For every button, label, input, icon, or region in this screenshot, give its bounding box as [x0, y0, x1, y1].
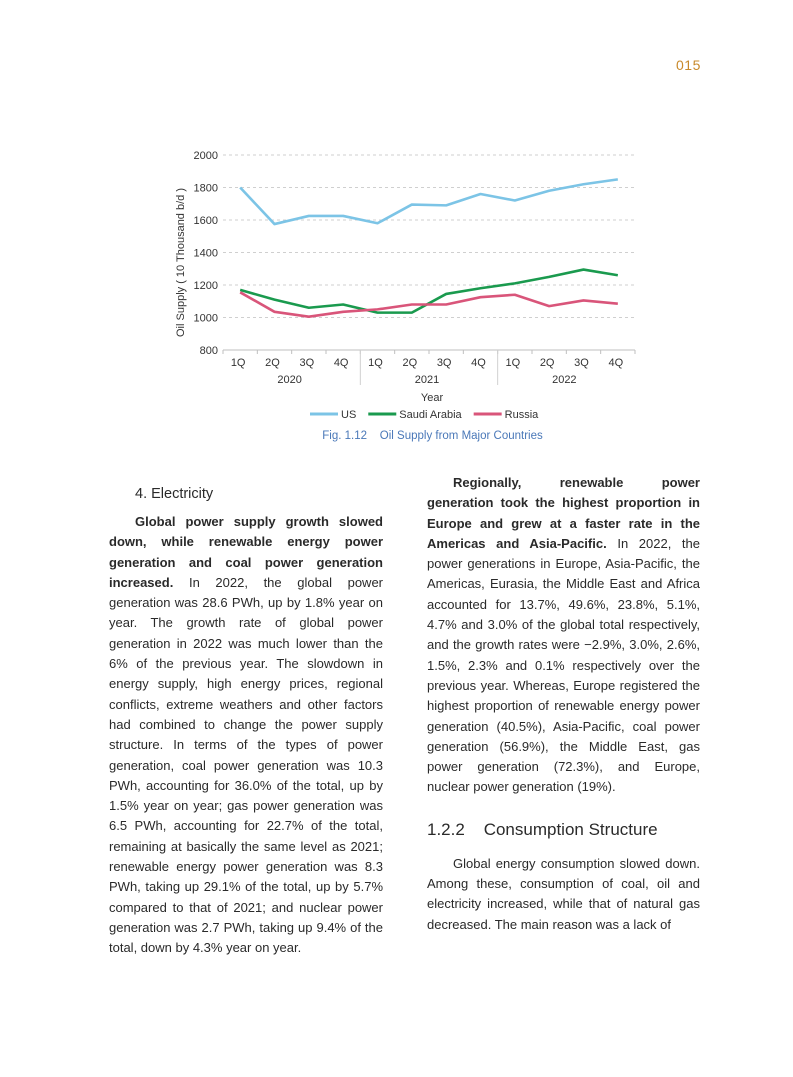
oil-supply-chart	[160, 140, 650, 450]
paragraph-body: In 2022, the global power generation was 28.6 PWh, up by 1.8% year on year. The growth rate of global power generation in 2022 was much lower than the 6% of the previous year. The slowdown in energy supply, high energy prices, regional conflicts, extreme weathers and other factors had combined to change the power supply structure. In terms of the types of power generation, coal power generation was 10.3 PWh, accounting for 36.0% of the total, up by 1.5% year on year; gas power generation was 6.5 PWh, accounting for 22.7% of the total, remaining at basically the same level as 2021; renewable energy power generation was 8.3 PWh, taking up 29.1% of the total, up by 5.7% compared to that of 2021; and nuclear power generation was 2.7 PWh, taking up 9.4% of the total, down by 4.3% year on year.	[109, 574, 383, 956]
x-tick-label: 1Q	[368, 357, 383, 369]
figure-caption: Fig. 1.12 Oil Supply from Major Countries	[322, 430, 543, 442]
x-tick-label: 1Q	[505, 357, 521, 369]
year-group-label: 2022	[552, 374, 577, 386]
y-tick-label: 2000	[193, 150, 218, 162]
x-tick-label: 2Q	[402, 357, 418, 369]
paragraph-body: In 2022, the power generations in Europe, Asia-Pacific, the Americas, Eurasia, the Middle East and Africa accounted for 13.7%, 49.6%, 23.8%, 5.1%, 4.7% and 3.0% of the global total respectively, and the growth rates were −2.9%, 3.0%, 2.6%, 1.5%, 2.3% and 0.1% respectively over the previous year. Whereas, Europe registered the highest proportion of renewable energy power generation (40.5%), Asia-Pacific, coal power generation (56.9%), the Middle East, gas power generation (72.3%), and Europe, nuclear power generation (19%).	[427, 535, 700, 795]
x-tick-label: 3Q	[299, 357, 315, 369]
page-number: 015	[676, 57, 701, 73]
lead-sentence: Regionally, renewable power generation took the highest proportion in Europe and grew at a faster rate in the Americas and Asia-Pacific.	[427, 475, 700, 551]
left-column	[109, 483, 383, 959]
series-line-saudi-arabia	[240, 270, 618, 313]
y-tick-label: 1000	[193, 312, 218, 325]
series-line-us	[240, 179, 618, 224]
x-tick-label: 4Q	[608, 357, 624, 369]
section-heading-electricity: 4. Electricity	[135, 486, 214, 502]
x-tick-label: 4Q	[333, 357, 349, 369]
x-tick-label: 3Q	[436, 357, 452, 369]
x-tick-label: 2Q	[265, 357, 280, 369]
right-column	[427, 473, 700, 935]
line-chart-canvas	[160, 140, 650, 430]
subsection-heading-consumption: 1.2.2 Consumption Structure	[427, 819, 658, 839]
x-tick-label: 2Q	[539, 357, 555, 369]
year-group-label: 2021	[414, 374, 440, 386]
y-tick-label: 1800	[193, 182, 218, 195]
consumption-paragraph: Global energy consumption slowed down. Among these, consumption of coal, oil and electricity increased, while that of natural gas decreased. The main reason was a lack of	[427, 855, 700, 932]
lead-sentence: Global power supply growth slowed down, while renewable energy power generation and coal power generation increased.	[109, 514, 383, 590]
year-group-label: 2020	[277, 374, 302, 386]
legend-label: Saudi Arabia	[399, 409, 462, 421]
regional-paragraph	[427, 473, 700, 798]
electricity-paragraph	[109, 512, 383, 959]
y-axis-title: Oil Supply ( 10 Thousand b/d )	[175, 188, 187, 337]
y-tick-label: 1600	[193, 215, 218, 227]
x-tick-label: 4Q	[471, 357, 486, 369]
y-tick-label: 800	[199, 345, 218, 357]
x-axis-title: Year	[420, 392, 444, 404]
x-tick-label: 1Q	[230, 357, 246, 369]
legend-label: Russia	[504, 409, 539, 421]
y-tick-label: 1200	[193, 280, 218, 292]
x-tick-label: 3Q	[574, 357, 589, 369]
y-tick-label: 1400	[193, 247, 218, 260]
legend-label: US	[341, 409, 357, 421]
